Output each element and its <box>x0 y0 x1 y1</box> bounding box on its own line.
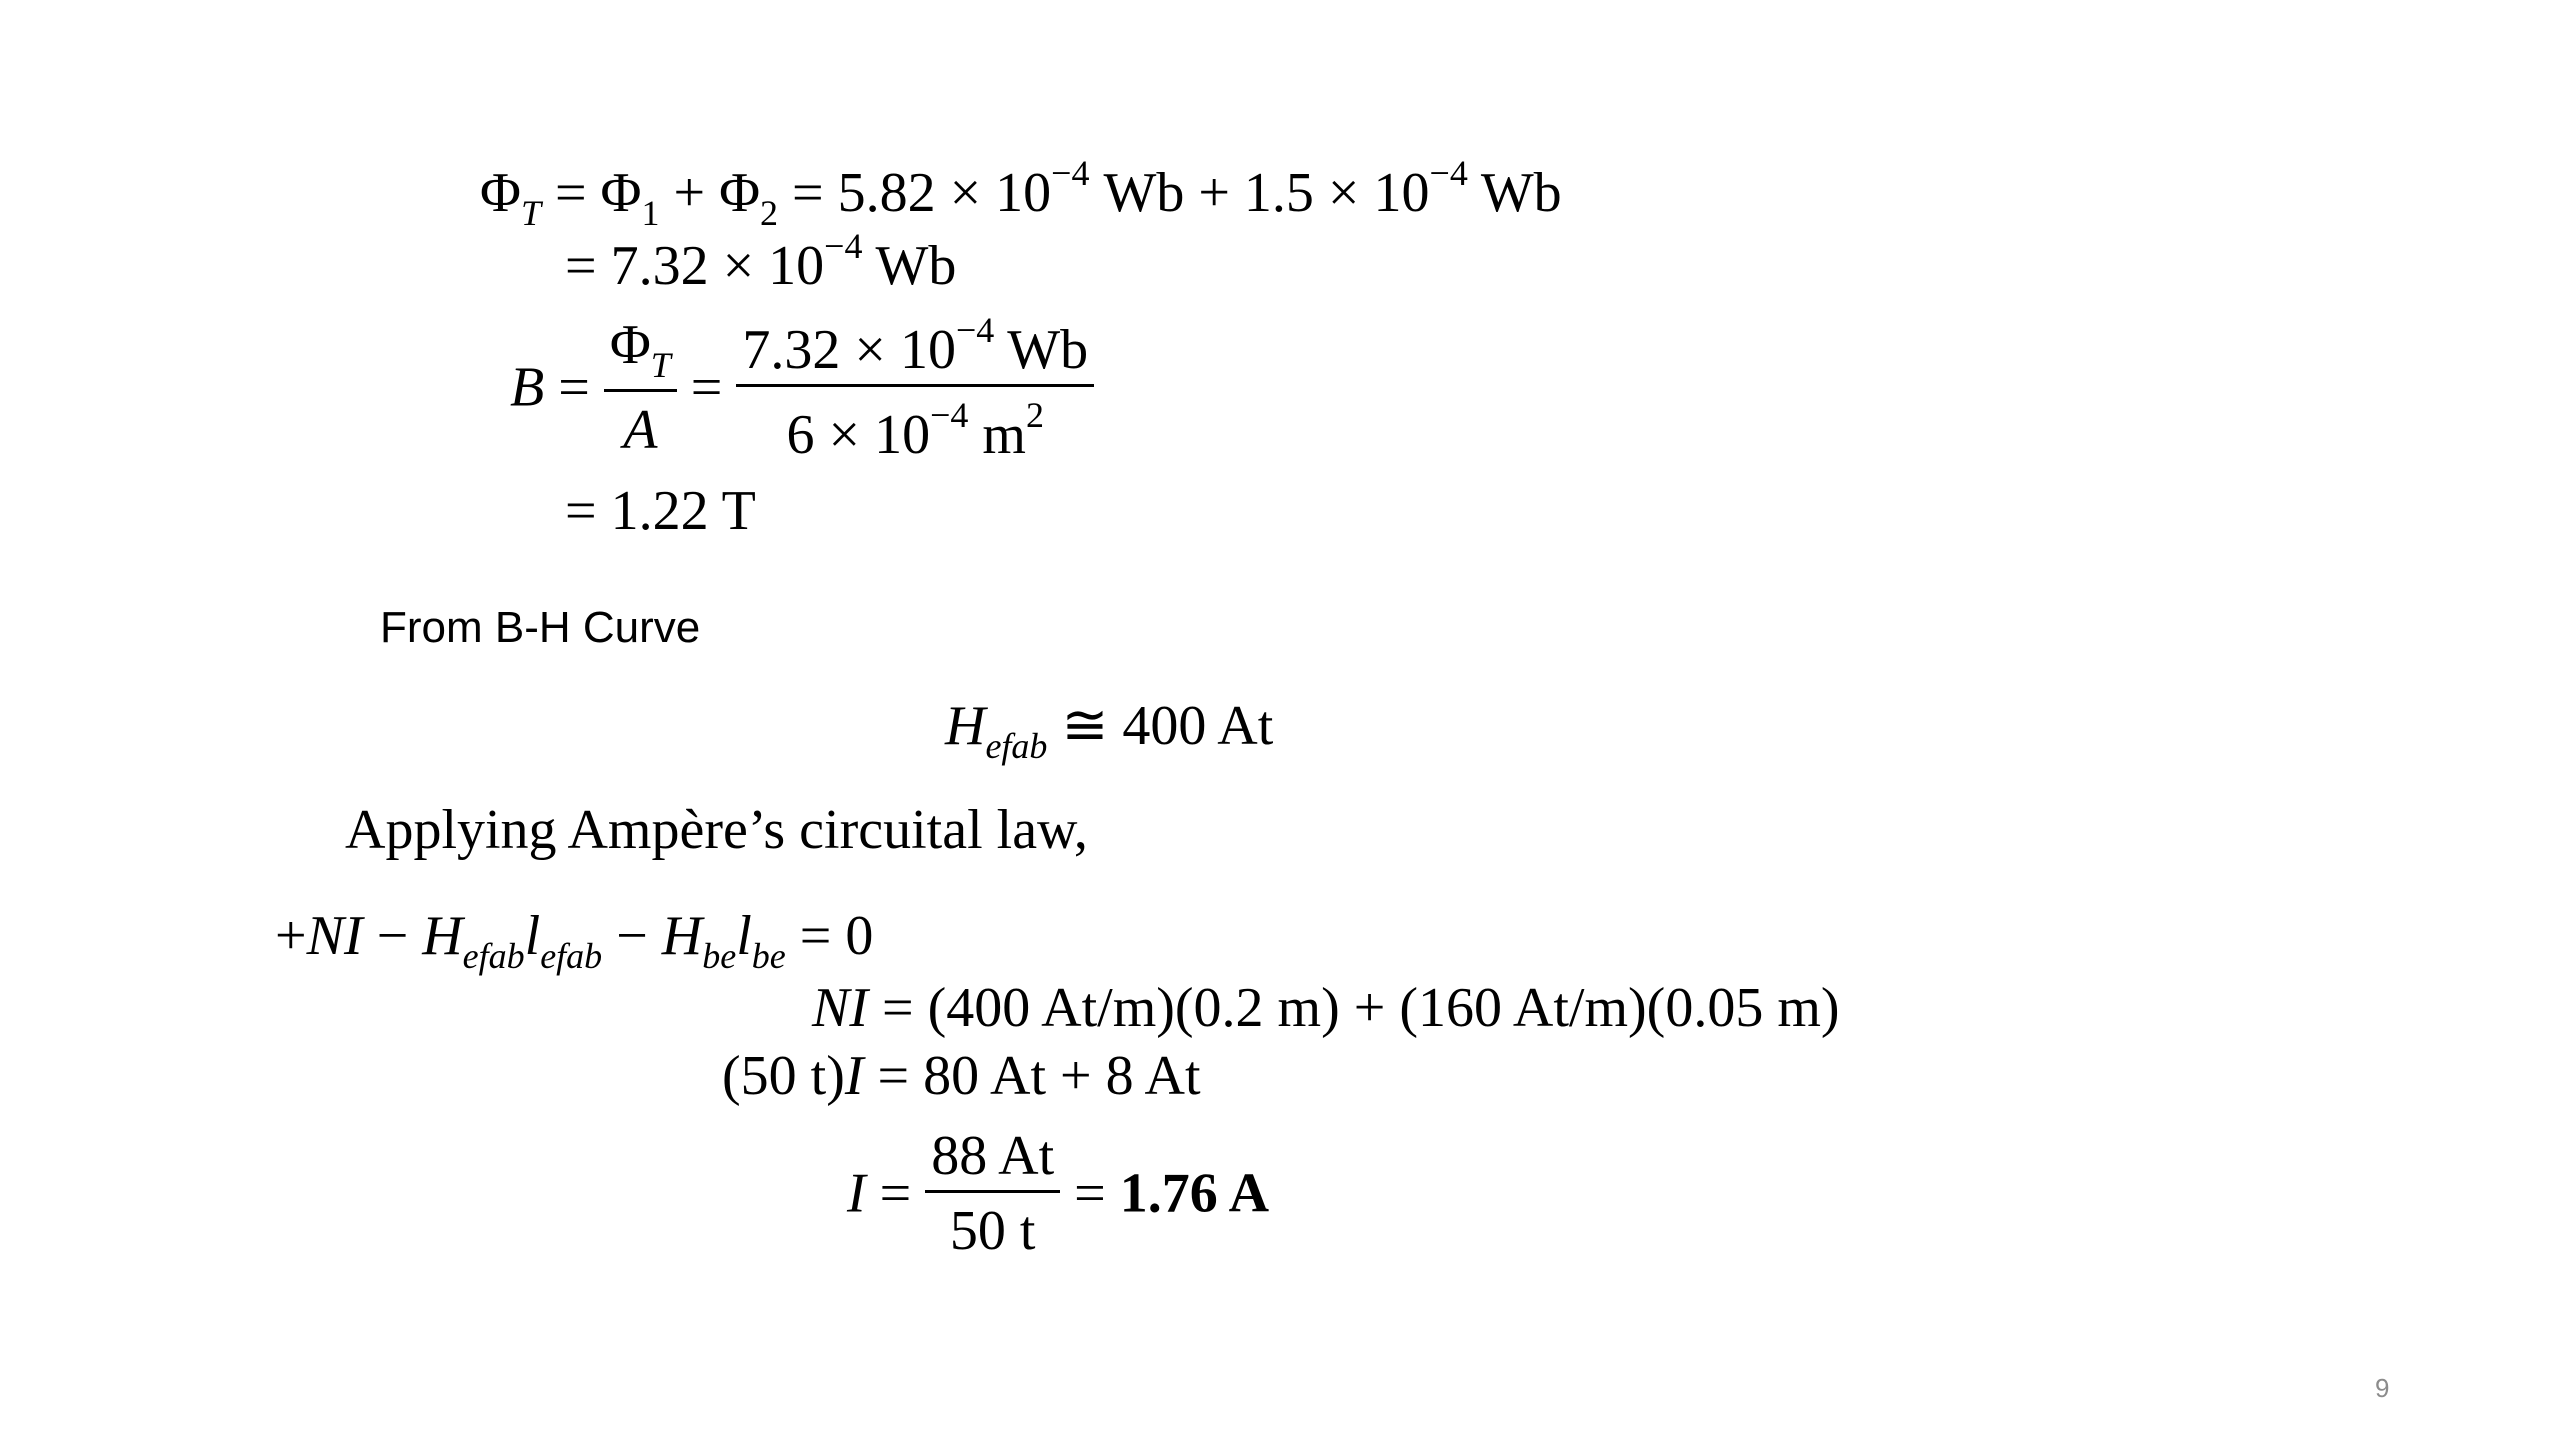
text-value: ≅ 400 At <box>1047 695 1274 757</box>
subscript-be: be <box>751 936 786 976</box>
exponent: −4 <box>824 226 863 266</box>
subscript-efab: efab <box>985 726 1048 766</box>
symbol-i: I <box>847 1162 866 1225</box>
fraction-phi-over-a <box>604 314 677 461</box>
exponent: −4 <box>955 310 995 350</box>
fraction-values <box>736 310 1094 466</box>
subscript-be: be <box>702 936 737 976</box>
text-equals-phi: = Φ <box>540 162 642 224</box>
label-from-bh-curve: From B-H Curve <box>380 603 701 652</box>
text-value: = (400 At/m)(0.2 m) + (160 At/m)(0.05 m) <box>868 977 1840 1039</box>
fraction-numerator <box>604 314 677 392</box>
symbol-ni: NI <box>306 905 363 967</box>
fraction-denominator <box>736 387 1094 466</box>
subscript-1: 1 <box>641 193 660 233</box>
equation-ampere-law <box>275 905 874 976</box>
symbol-i: I <box>844 1045 864 1107</box>
text-plus: + <box>275 905 307 967</box>
answer-value: 1.76 A <box>1119 1162 1270 1225</box>
symbol-b: B <box>510 356 545 419</box>
text-unit: Wb <box>862 235 957 297</box>
fraction-current <box>925 1125 1060 1262</box>
page-number: 9 <box>2375 1373 2390 1403</box>
fraction-numerator <box>736 312 1094 387</box>
text-unit-wb: Wb <box>1467 162 1562 224</box>
exponent-2: −4 <box>1429 153 1468 193</box>
symbol-l: l <box>736 905 752 967</box>
text-value-1: = 5.82 × 10 <box>778 162 1052 224</box>
text-equals-zero: = 0 <box>785 905 874 967</box>
text-applying-ampere-law: Applying Ampère’s circuital law, <box>345 799 1088 861</box>
fraction-denominator: A <box>623 399 658 461</box>
text-minus: − <box>602 905 662 967</box>
symbol-l: l <box>524 905 541 967</box>
fraction-numerator: 88 At <box>925 1128 1060 1193</box>
text-plus-phi: + Φ <box>659 162 760 224</box>
subscript-t: T <box>650 345 671 385</box>
equation-current-result <box>847 1125 1270 1262</box>
symbol-h: H <box>422 905 463 967</box>
subscript-t: T <box>520 193 541 233</box>
equation-total-flux <box>480 155 1562 231</box>
text-unit: m <box>968 404 1026 466</box>
equation-flux-density <box>510 310 1094 466</box>
equation-h-efab <box>945 695 1274 766</box>
subscript-efab: efab <box>462 936 525 976</box>
text-equals: = <box>865 1162 926 1225</box>
equation-turns <box>722 1045 1201 1107</box>
text-value: = 7.32 × 10 <box>565 235 825 297</box>
symbol-ni: NI <box>812 977 868 1039</box>
subscript-efab: efab <box>540 936 603 976</box>
text-turns: (50 t) <box>722 1045 845 1107</box>
text-unit: Wb <box>994 319 1089 381</box>
text-value-2: Wb + 1.5 × 10 <box>1089 162 1430 224</box>
text-den: 6 × 10 <box>786 404 931 466</box>
phi-symbol: Φ <box>609 314 651 376</box>
equation-ni <box>812 977 1840 1039</box>
symbol-h: H <box>661 905 703 967</box>
text-minus: − <box>362 905 423 967</box>
text-equals: = <box>1060 1162 1120 1225</box>
text-num: 7.32 × 10 <box>742 319 956 381</box>
subscript-2: 2 <box>760 193 778 233</box>
text-equals: = <box>676 356 737 419</box>
text-value: = 80 At + 8 At <box>863 1045 1201 1107</box>
text-equals: = <box>544 356 604 419</box>
fraction-denominator: 50 t <box>949 1200 1036 1262</box>
text-value: = 1.22 T <box>565 480 756 542</box>
exponent-1: −4 <box>1051 153 1090 193</box>
phi-symbol: Φ <box>480 162 521 224</box>
exponent-squared: 2 <box>1025 395 1044 435</box>
symbol-h: H <box>945 695 986 757</box>
equation-total-flux-result <box>565 226 957 297</box>
exponent: −4 <box>930 395 969 435</box>
equation-flux-density-result <box>565 480 756 542</box>
